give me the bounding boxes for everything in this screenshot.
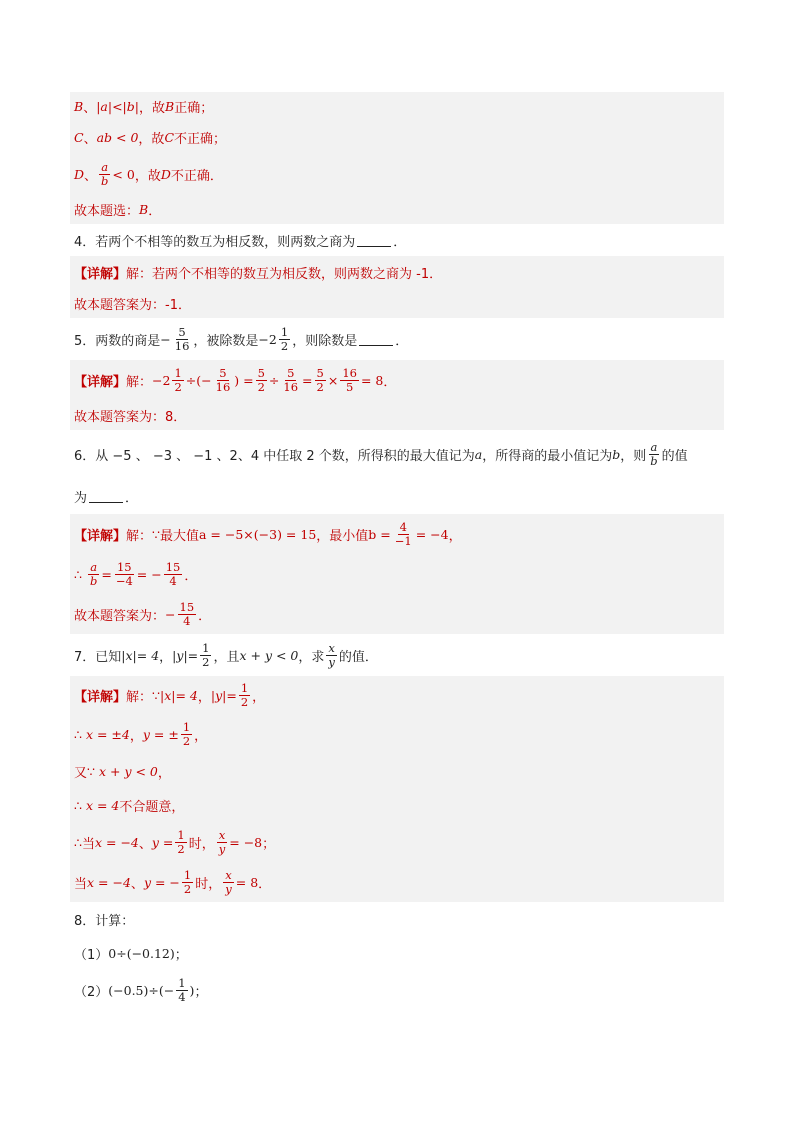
fraction: $\frac{1}{4}$ — [178, 975, 186, 1004]
answer-text: 故本题答案为：8． — [74, 409, 187, 425]
question-text: 4．若两个不相等的数互为相反数，则两数之商为 — [74, 234, 356, 250]
math: a — [474, 446, 483, 462]
solution-7-step-2 — [70, 754, 724, 788]
math: |y|= — [210, 687, 237, 703]
text: 当 — [74, 876, 88, 892]
math: ÷ — [268, 372, 280, 388]
fraction: $\frac{5}{16}$ — [215, 365, 231, 394]
detail-tag: 【详解】 — [74, 689, 127, 705]
fraction: $\frac{15}{4}$ — [179, 599, 195, 628]
text: ， — [129, 728, 143, 744]
text: ，故 — [134, 168, 161, 184]
question-text: 7．已知 — [74, 649, 122, 665]
fraction: $\frac{1}{2}$ — [280, 324, 289, 353]
math: = 8 — [360, 372, 384, 388]
text: 、 — [130, 876, 144, 892]
text: 为 — [74, 490, 88, 506]
text: 的值． — [338, 649, 378, 665]
math: − — [160, 331, 171, 347]
because-symbol: ∵ — [87, 763, 95, 779]
math: = −8 — [229, 834, 263, 850]
math: |y|= — [172, 647, 199, 663]
therefore-symbol: ∴ — [74, 726, 82, 742]
math: = − — [136, 566, 162, 582]
text: 不正确． — [170, 168, 223, 184]
math: x + y < 0 — [98, 763, 158, 779]
math: × — [327, 372, 339, 388]
text: ； — [262, 836, 276, 852]
text: ． — [393, 234, 407, 250]
text: ； — [194, 984, 208, 1000]
answer-blank — [89, 490, 123, 503]
math: = — [302, 372, 313, 388]
text: ，则除数是 — [292, 333, 358, 349]
text: ． — [184, 568, 198, 584]
solution-7-step-3 — [70, 788, 724, 822]
solution-7 — [70, 676, 724, 714]
solution-line-d — [70, 154, 724, 194]
solution-4 — [70, 256, 724, 288]
therefore-symbol: ∴ — [74, 834, 82, 850]
answer-4 — [70, 288, 724, 318]
text: ， — [197, 689, 211, 705]
text: 、 — [138, 836, 152, 852]
math: (−0.5)÷(− — [108, 982, 175, 998]
fraction: $\frac{x}{y}$ — [218, 827, 226, 856]
math: y = — [151, 834, 174, 850]
text: ，且 — [213, 649, 240, 665]
fraction: $\frac{x}{y}$ — [225, 867, 232, 896]
question-5 — [70, 318, 724, 360]
fraction: $\frac{5}{16}$ — [174, 324, 190, 353]
because-symbol: ∵ — [152, 687, 160, 703]
math: |x|= 4 — [159, 687, 198, 703]
document-page — [70, 92, 724, 1010]
fraction: $\frac{a}{b}$ — [89, 559, 98, 588]
text: ． — [383, 374, 397, 390]
fraction: $\frac{16}{5}$ — [342, 365, 357, 394]
math: y = − — [143, 874, 180, 890]
text: ． — [148, 203, 162, 219]
detail-tag: 【详解】 — [74, 374, 127, 390]
because-symbol: ∵ — [152, 526, 160, 542]
text: （2） — [74, 984, 109, 1000]
math: x = −4 — [94, 834, 139, 850]
math: = −4 — [415, 526, 449, 542]
math: ) — [189, 982, 195, 998]
math: < 0 — [112, 166, 135, 182]
text: ， — [194, 728, 208, 744]
text: 、 — [84, 168, 98, 184]
text: 不合题意， — [119, 799, 185, 815]
solution-7-step-1 — [70, 714, 724, 754]
math: y = ± — [142, 726, 179, 742]
question-text: 8．计算： — [74, 913, 135, 929]
question-text: 5．两数的商是 — [74, 333, 161, 349]
solution-7-step-4 — [70, 822, 724, 862]
text: 解： — [126, 374, 153, 390]
fraction: $\frac{x}{y}$ — [328, 640, 335, 669]
therefore-symbol: ∴ — [74, 566, 82, 582]
answer-blank — [357, 234, 391, 247]
option-letter: C — [74, 129, 84, 145]
fraction: $\frac{5}{2}$ — [257, 365, 265, 394]
fraction: $\frac{4}{-1}$ — [394, 519, 412, 548]
answer-text: 故本题答案为： — [74, 608, 166, 624]
option-letter: B — [139, 201, 149, 217]
text: ， — [252, 689, 266, 705]
fraction: $\frac{a}{b}$ — [101, 159, 109, 188]
option-letter: D — [160, 166, 171, 182]
question-4 — [70, 224, 724, 256]
therefore-symbol: ∴ — [74, 797, 82, 813]
text: ，求 — [298, 649, 325, 665]
fraction: $\frac{15}{-4}$ — [115, 559, 133, 588]
fraction: $\frac{1}{2}$ — [177, 827, 185, 856]
math: b = — [368, 526, 391, 542]
option-letter: B — [74, 98, 84, 114]
text: ． — [258, 876, 272, 892]
question-6-cont — [70, 478, 724, 514]
fraction: $\frac{5}{2}$ — [316, 365, 324, 394]
fraction: $\frac{1}{2}$ — [240, 680, 249, 709]
text: ， — [448, 528, 462, 544]
text: 时， — [188, 836, 215, 852]
fraction: $\frac{1}{2}$ — [182, 719, 191, 748]
solution-6-step — [70, 554, 724, 594]
text: ，故 — [138, 131, 165, 147]
math: 0÷(−0.12) — [108, 945, 175, 961]
solution-line-c — [70, 120, 724, 154]
solution-6 — [70, 514, 724, 554]
solution-7-step-5 — [70, 862, 724, 902]
option-letter: C — [164, 129, 175, 145]
solution-text: 解：若两个不相等的数互为相反数，则两数之商为 -1． — [126, 266, 443, 282]
solution-5 — [70, 360, 724, 400]
math: x = −4 — [87, 874, 131, 890]
question-text: 6．从 −5 、 −3 、 −1 、2、4 中任取 2 个数，所得积的最大值记为 — [74, 448, 475, 464]
detail-tag: 【详解】 — [74, 528, 127, 544]
answer-line — [70, 194, 724, 224]
answer-blank — [359, 333, 393, 346]
answer-text: 故本题答案为：-1． — [74, 297, 191, 313]
fraction: $\frac{1}{2}$ — [174, 365, 182, 394]
option-letter: B — [165, 98, 175, 114]
math: ÷(− — [185, 372, 212, 388]
text: 正确； — [174, 100, 214, 116]
detail-tag: 【详解】 — [74, 266, 127, 282]
text: （1） — [74, 947, 109, 963]
question-7 — [70, 634, 724, 676]
answer-5 — [70, 400, 724, 430]
math: a = −5×(−3) = 15 — [199, 526, 317, 542]
text: ， — [159, 649, 173, 665]
math: x = ±4 — [85, 726, 130, 742]
math: x + y < 0 — [239, 647, 299, 663]
text: ． — [125, 490, 139, 506]
text: 、 — [83, 131, 97, 147]
math: = 8 — [235, 874, 259, 890]
option-letter: D — [74, 166, 85, 182]
text: ． — [395, 333, 409, 349]
fraction: $\frac{5}{16}$ — [283, 365, 299, 394]
math: |a|<|b| — [96, 98, 139, 114]
fraction: $\frac{1}{2}$ — [202, 640, 210, 669]
text: 、 — [83, 100, 97, 116]
math: ab < 0 — [96, 129, 139, 145]
text: 解： — [126, 528, 153, 544]
text: 故本题选： — [74, 203, 140, 219]
text: ， — [157, 765, 171, 781]
question-8 — [70, 902, 724, 936]
text: 解： — [126, 689, 153, 705]
question-6 — [70, 430, 724, 478]
math: − — [165, 606, 176, 622]
math: −2 — [152, 372, 171, 388]
fraction: $\frac{15}{4}$ — [165, 559, 181, 588]
math: = — [101, 566, 112, 582]
math: ) = — [234, 372, 254, 388]
fraction: $\frac{a}{b}$ — [650, 439, 658, 468]
text: ，最小值 — [316, 528, 369, 544]
question-8-part-1 — [70, 936, 724, 970]
text: ，所得商的最小值记为 — [482, 448, 613, 464]
text: 时， — [195, 876, 222, 892]
answer-6 — [70, 594, 724, 634]
math: x = 4 — [85, 797, 120, 813]
text: ，则 — [620, 448, 647, 464]
question-8-part-2 — [70, 970, 724, 1010]
text: ，故 — [138, 100, 165, 116]
text: ，被除数是 — [193, 333, 259, 349]
math: −2 — [258, 331, 277, 347]
text: ； — [174, 947, 188, 963]
math: b — [612, 446, 621, 462]
solution-line-b — [70, 92, 724, 120]
text: 不正确； — [174, 131, 227, 147]
fraction: $\frac{1}{2}$ — [183, 867, 192, 896]
text: ． — [198, 608, 212, 624]
text: 当 — [81, 836, 95, 852]
text: 最大值 — [159, 528, 199, 544]
math: |x|= 4 — [121, 647, 160, 663]
text: 又 — [74, 765, 88, 781]
text: 的值 — [661, 448, 688, 464]
